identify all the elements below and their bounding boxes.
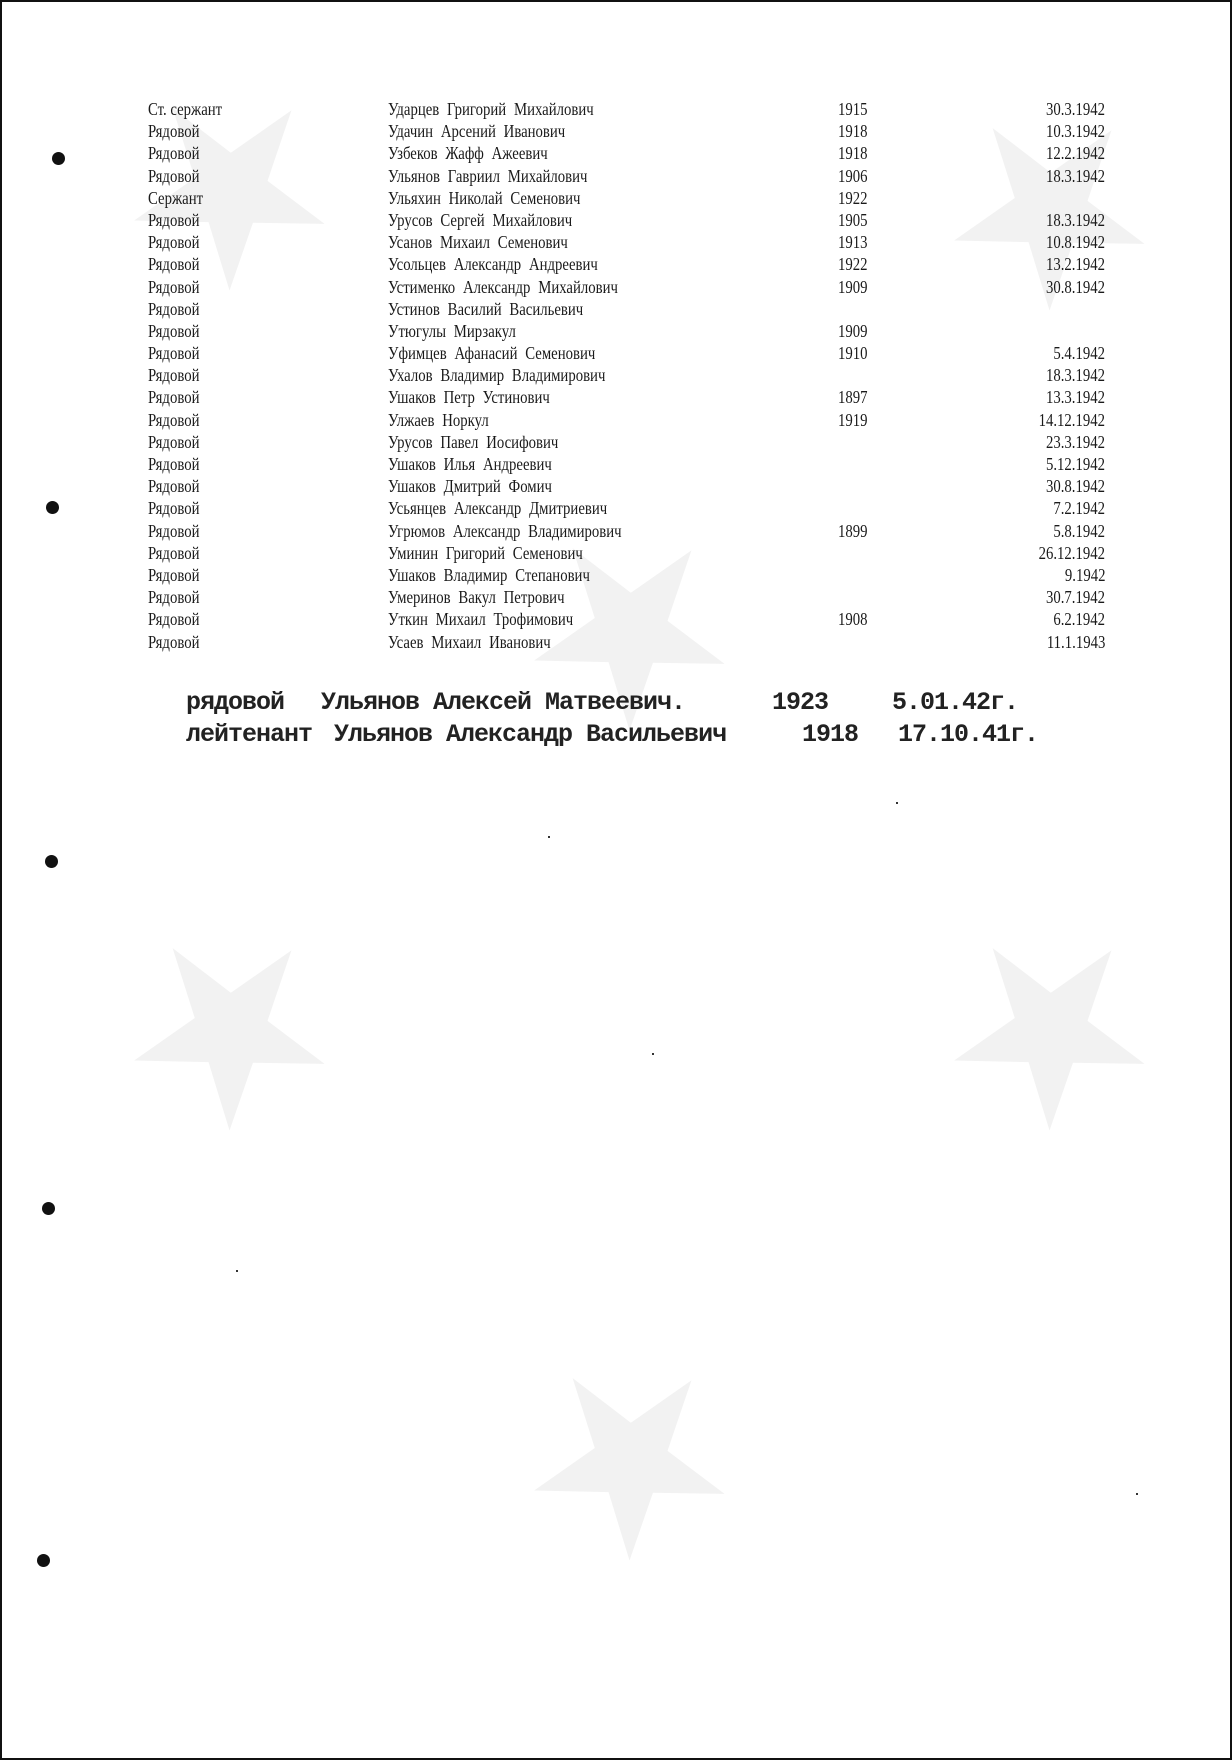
record-row <box>0 187 1232 209</box>
punch-hole <box>42 1202 55 1215</box>
typed-rank: лейтенант <box>186 720 313 749</box>
record-name: Удачин Арсений Иванович <box>388 121 566 142</box>
record-name: Ухалов Владимир Владимирович <box>388 365 606 386</box>
record-rank: Ст. сержант <box>148 99 223 119</box>
record-year: 1905 <box>838 209 868 230</box>
record-name: Ушаков Владимир Степанович <box>388 564 590 585</box>
record-row <box>0 165 1232 187</box>
record-row <box>0 98 1232 120</box>
record-row <box>0 364 1232 386</box>
record-name: Усанов Михаил Семенович <box>388 232 568 253</box>
record-row <box>0 497 1232 519</box>
record-name: Усаев Михаил Иванович <box>388 631 551 652</box>
record-row <box>0 608 1232 630</box>
record-rank: Рядовой <box>148 121 200 142</box>
record-name: Усьянцев Александр Дмитриевич <box>388 498 608 519</box>
record-row <box>0 520 1232 542</box>
record-date: 5.8.1942 <box>1053 520 1105 541</box>
typed-date: 5.01.42г. <box>892 688 1019 717</box>
record-rank: Сержант <box>148 187 204 208</box>
typed-rank: рядовой <box>186 688 285 717</box>
record-row <box>0 631 1232 653</box>
typed-name: Ульянов Алексей Матвеевич. <box>321 688 686 717</box>
record-year: 1906 <box>838 165 868 186</box>
record-name: Ушаков Илья Андреевич <box>388 454 552 474</box>
record-rank: Рядовой <box>148 165 200 186</box>
record-row <box>0 320 1232 342</box>
record-date: 5.12.1942 <box>1045 454 1105 474</box>
record-date: 23.3.1942 <box>1045 431 1105 452</box>
punch-hole <box>45 855 58 868</box>
record-name: Ударцев Григорий Михайлович <box>388 99 594 119</box>
record-row <box>0 475 1232 497</box>
typed-year: 1918 <box>802 720 859 749</box>
record-name: Умеринов Вакул Петрович <box>388 587 565 608</box>
record-date: 13.2.1942 <box>1045 254 1105 275</box>
record-row <box>0 453 1232 475</box>
record-name: Уминин Григорий Семенович <box>388 542 583 563</box>
record-rank: Рядовой <box>148 476 200 497</box>
record-row <box>0 142 1232 164</box>
record-date: 7.2.1942 <box>1053 498 1105 519</box>
record-year: 1915 <box>838 99 868 119</box>
record-date: 9.1942 <box>1064 564 1105 585</box>
record-year: 1913 <box>838 232 868 253</box>
record-date: 14.12.1942 <box>1038 409 1105 430</box>
record-row <box>0 231 1232 253</box>
record-year: 1918 <box>838 143 868 164</box>
record-date: 18.3.1942 <box>1045 165 1105 186</box>
typed-name: Ульянов Александр Васильевич <box>334 720 727 749</box>
record-name: Урусов Сергей Михайлович <box>388 209 573 230</box>
typed-year: 1923 <box>772 688 829 717</box>
record-rank: Рядовой <box>148 276 200 297</box>
record-name: Уткин Михаил Трофимович <box>388 609 574 630</box>
record-rank: Рядовой <box>148 365 200 386</box>
record-date: 10.3.1942 <box>1045 121 1105 142</box>
record-row <box>0 586 1232 608</box>
record-date: 18.3.1942 <box>1045 209 1105 230</box>
record-rank: Рядовой <box>148 298 200 319</box>
record-date: 30.8.1942 <box>1045 276 1105 297</box>
record-name: Утюгулы Мирзакул <box>388 320 516 341</box>
record-rank: Рядовой <box>148 431 200 452</box>
record-name: Урусов Павел Иосифович <box>388 431 559 452</box>
record-year: 1909 <box>838 320 868 341</box>
record-year: 1922 <box>838 187 868 208</box>
record-year: 1909 <box>838 276 868 297</box>
record-rank: Рядовой <box>148 631 200 652</box>
record-date: 5.4.1942 <box>1053 343 1105 364</box>
record-date: 10.8.1942 <box>1045 232 1105 253</box>
record-year: 1897 <box>838 387 868 408</box>
record-row <box>0 564 1232 586</box>
record-rank: Рядовой <box>148 587 200 608</box>
record-rank: Рядовой <box>148 409 200 430</box>
punch-hole <box>37 1554 50 1567</box>
speck <box>236 1270 238 1272</box>
record-row <box>0 342 1232 364</box>
speck <box>652 1053 654 1055</box>
record-name: Узбеков Жафф Ажеевич <box>388 143 548 164</box>
record-rank: Рядовой <box>148 564 200 585</box>
record-row <box>0 542 1232 564</box>
record-year: 1919 <box>838 409 868 430</box>
record-date: 12.2.1942 <box>1045 143 1105 164</box>
record-rank: Рядовой <box>148 542 200 563</box>
record-rank: Рядовой <box>148 254 200 275</box>
record-year: 1918 <box>838 121 868 142</box>
speck <box>548 836 550 838</box>
record-rank: Рядовой <box>148 232 200 253</box>
speck <box>896 802 898 804</box>
record-rank: Рядовой <box>148 454 200 474</box>
typed-date: 17.10.41г. <box>898 720 1039 749</box>
record-row <box>0 253 1232 275</box>
record-rank: Рядовой <box>148 498 200 519</box>
record-rank: Рядовой <box>148 320 200 341</box>
record-row <box>0 298 1232 320</box>
record-name: Усольцев Александр Андреевич <box>388 254 598 275</box>
record-row <box>0 120 1232 142</box>
record-date: 18.3.1942 <box>1045 365 1105 386</box>
record-date: 11.1.1943 <box>1046 631 1105 652</box>
record-row <box>0 276 1232 298</box>
record-date: 30.8.1942 <box>1045 476 1105 497</box>
record-year: 1922 <box>838 254 868 275</box>
record-name: Ушаков Дмитрий Фомич <box>388 476 552 497</box>
record-rank: Рядовой <box>148 143 200 164</box>
record-name: Угрюмов Александр Владимирович <box>388 520 622 541</box>
record-date: 30.3.1942 <box>1045 99 1105 119</box>
record-date: 26.12.1942 <box>1038 542 1105 563</box>
record-year: 1908 <box>838 609 868 630</box>
record-row <box>0 409 1232 431</box>
record-row <box>0 209 1232 231</box>
record-rank: Рядовой <box>148 387 200 408</box>
record-date: 13.3.1942 <box>1045 387 1105 408</box>
record-name: Улжаев Норкул <box>388 409 489 430</box>
record-year: 1910 <box>838 343 868 364</box>
records-list <box>0 98 1232 653</box>
record-row <box>0 431 1232 453</box>
record-row <box>0 386 1232 408</box>
record-rank: Рядовой <box>148 343 200 364</box>
record-name: Ушаков Петр Устинович <box>388 387 550 408</box>
record-rank: Рядовой <box>148 520 200 541</box>
speck <box>1136 1493 1138 1495</box>
record-date: 30.7.1942 <box>1045 587 1105 608</box>
record-year: 1899 <box>838 520 868 541</box>
record-name: Ульянов Гавриил Михайлович <box>388 165 588 186</box>
record-name: Устименко Александр Михайлович <box>388 276 618 297</box>
record-name: Ульяхин Николай Семенович <box>388 187 581 208</box>
record-rank: Рядовой <box>148 209 200 230</box>
record-rank: Рядовой <box>148 609 200 630</box>
record-name: Уфимцев Афанасий Семенович <box>388 343 596 364</box>
record-date: 6.2.1942 <box>1053 609 1105 630</box>
record-name: Устинов Василий Васильевич <box>388 298 584 319</box>
